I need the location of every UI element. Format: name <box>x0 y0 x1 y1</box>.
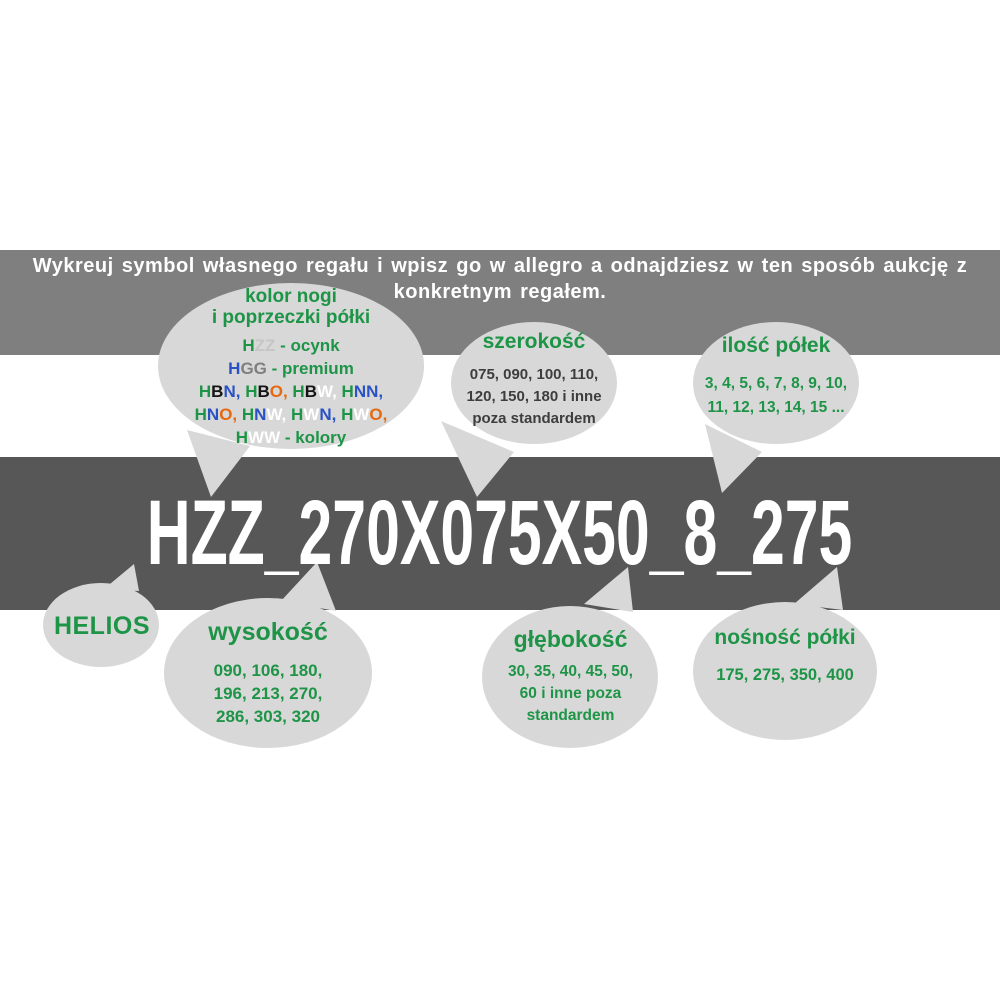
shelf-count-values-line: 11, 12, 13, 14, 15 ... <box>707 399 845 416</box>
load-values-line: 175, 275, 350, 400 <box>716 666 854 684</box>
color-code-row: HZZ - ocynk <box>242 336 340 355</box>
color-legend-title-line1: kolor nogi <box>245 286 337 307</box>
load-bubble-text <box>693 626 877 686</box>
depth-bubble-text <box>483 626 658 727</box>
shelf-count-values <box>693 372 859 420</box>
width-values <box>452 364 616 430</box>
height-values-line: 196, 213, 270, <box>213 684 323 703</box>
depth-values <box>483 661 658 727</box>
height-bubble-text <box>165 618 371 728</box>
depth-values-line: standardem <box>526 707 615 724</box>
load-title: nośność półki <box>714 626 856 649</box>
load-values <box>693 664 877 686</box>
header-instructions <box>0 253 1000 305</box>
brand-label: HELIOS <box>53 612 151 640</box>
depth-values-line: 60 i inne poza <box>519 685 622 702</box>
color-code-row: HGG - premium <box>228 359 354 378</box>
width-values-line: 120, 150, 180 i inne <box>466 388 602 405</box>
color-legend-title-line2: i poprzeczki półki <box>211 307 371 328</box>
depth-title: głębokość <box>513 626 628 652</box>
width-title: szerokość <box>482 330 586 353</box>
height-values <box>165 659 371 728</box>
header-line-2: konkretnym regałem. <box>393 281 607 303</box>
shelf-count-title: ilość półek <box>721 334 831 357</box>
height-title: wysokość <box>208 618 328 646</box>
depth-values-line: 30, 35, 40, 45, 50, <box>508 663 633 680</box>
height-values-line: 286, 303, 320 <box>216 707 320 726</box>
color-legend-rows <box>158 334 424 449</box>
shelf-count-values-line: 3, 4, 5, 6, 7, 8, 9, 10, <box>704 375 848 392</box>
width-values-line: poza standardem <box>472 410 596 427</box>
color-code-row: HWW - kolory <box>235 428 347 447</box>
product-code: HZZ_270X075X50_8_275 <box>147 482 853 584</box>
width-bubble-text <box>452 330 616 430</box>
color-code-row: HNO, HNW, HWN, HWO, <box>194 405 388 424</box>
color-legend-bubble-text <box>158 286 424 449</box>
header-line-1: Wykreuj symbol własnego regału i wpisz go w allegro a odnajdziesz w ten sposób aukcję z <box>32 255 968 277</box>
product-code-band <box>0 457 1000 610</box>
height-values-line: 090, 106, 180, <box>213 661 323 680</box>
color-code-row: HBN, HBO, HBW, HNN, <box>198 382 384 401</box>
shelf-count-bubble-text <box>693 334 859 420</box>
width-values-line: 075, 090, 100, 110, <box>469 366 599 383</box>
